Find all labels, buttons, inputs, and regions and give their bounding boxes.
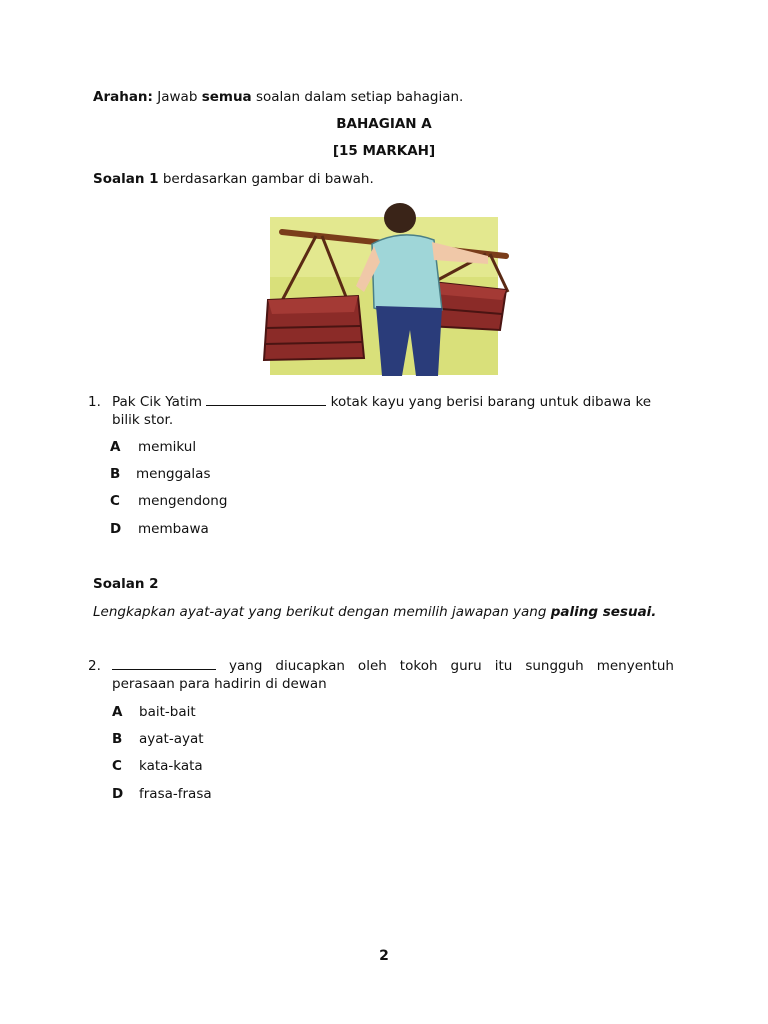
- question-1-line-1: [112, 394, 651, 410]
- option-text: memikul: [138, 439, 197, 455]
- option-letter: A: [110, 439, 121, 455]
- option-text: ayat-ayat: [139, 731, 204, 747]
- question-2-text-after: yang diucapkan oleh tokoh guru itu sungguh menyentuh: [229, 658, 674, 674]
- soalan1-label: Soalan 1: [93, 171, 159, 187]
- man-carrying-baskets-icon: [256, 200, 512, 378]
- soalan1-intro: berdasarkan gambar di bawah.: [162, 171, 374, 187]
- option-letter: A: [112, 704, 123, 720]
- option-text: mengendong: [138, 493, 228, 509]
- page-number: 2: [379, 948, 389, 964]
- option-text: frasa-frasa: [139, 786, 212, 802]
- option-letter: B: [110, 466, 121, 482]
- option-letter: C: [112, 758, 122, 774]
- question-1-blank[interactable]: [206, 405, 326, 406]
- soalan2-instruction-bold: paling sesuai.: [550, 604, 657, 620]
- question-2-number: 2.: [88, 658, 101, 674]
- instruction-bold-word: semua: [201, 89, 252, 105]
- soalan2-instruction: [93, 604, 656, 620]
- option-letter: B: [112, 731, 123, 747]
- instruction-text-1: Jawab: [157, 89, 198, 105]
- question-1-number: 1.: [88, 394, 101, 410]
- question-2-line-2: perasaan para hadirin di dewan: [112, 676, 327, 692]
- instruction-line: [93, 89, 463, 105]
- question-1-text-after: kotak kayu yang berisi barang untuk dibawa ke: [330, 394, 652, 410]
- man-carrying-baskets-illustration: [256, 200, 512, 378]
- option-letter: C: [110, 493, 120, 509]
- section-title-text: BAHAGIAN A: [336, 116, 432, 132]
- option-text: bait-bait: [139, 704, 196, 720]
- question-1-line-2: bilik stor.: [112, 412, 174, 428]
- option-letter: D: [110, 521, 122, 537]
- option-text: membawa: [138, 521, 209, 537]
- instruction-label: Arahan:: [93, 89, 153, 105]
- soalan2-instruction-text: Lengkapkan ayat-ayat yang berikut dengan memilih jawapan yang: [93, 604, 547, 620]
- soalan2-label-text: Soalan 2: [93, 576, 159, 592]
- instruction-text-2: soalan dalam setiap bahagian.: [255, 89, 464, 105]
- section-title: [0, 116, 768, 132]
- question-2-line-1: [112, 658, 674, 674]
- question-2-blank[interactable]: [112, 669, 216, 670]
- question-1-text-before: Pak Cik Yatim: [112, 394, 203, 410]
- option-text: kata-kata: [139, 758, 203, 774]
- soalan2-label: [93, 576, 159, 592]
- soalan1-heading: [93, 171, 374, 187]
- section-marks-text: [15 MARKAH]: [332, 143, 436, 159]
- option-text: menggalas: [136, 466, 211, 482]
- section-marks: [0, 143, 768, 159]
- option-letter: D: [112, 786, 124, 802]
